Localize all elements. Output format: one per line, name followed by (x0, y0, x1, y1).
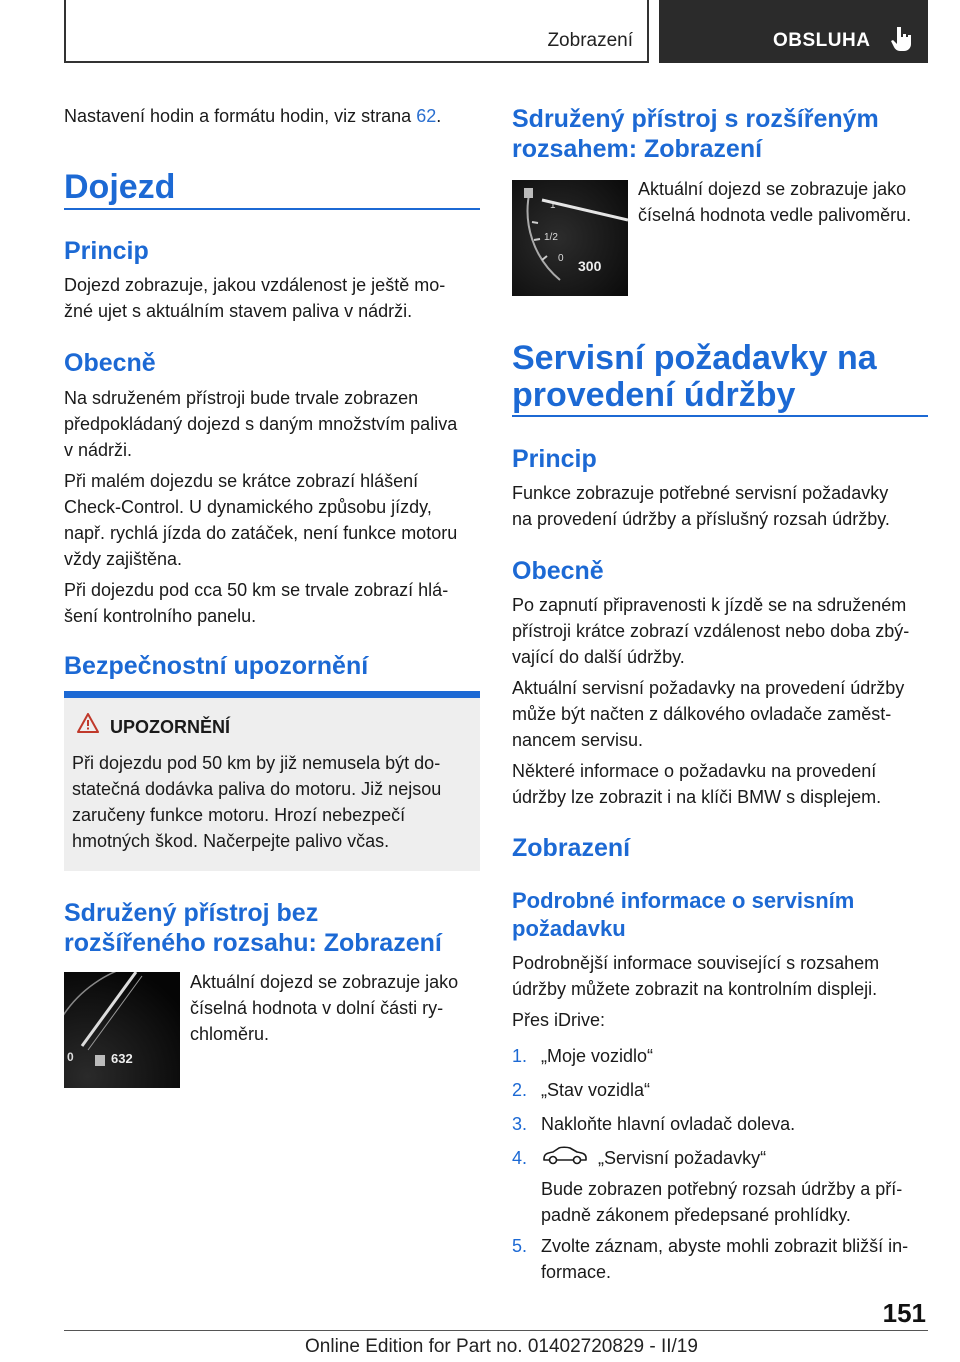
obecne-line-a1: Na sdruženém přístroji bude trvale zobrazen (64, 388, 419, 408)
obecne-line-b4: vždy zajištěna. (64, 549, 183, 569)
intro-end: . (436, 106, 442, 126)
heading-detail-2: požadavku (512, 916, 626, 941)
warning-line-4: hmotných škod. Načerpejte palivo včas. (72, 831, 390, 851)
step-subtext: padně zákonem předepsané prohlídky. (541, 1205, 851, 1225)
service-obecne-line-b3: nancem servisu. (512, 730, 644, 750)
obecne-line-b3: např. rychlá jízda do zatáček, není funkce motoru (64, 523, 458, 543)
obecne-line-b1: Při malém dojezdu se krátce zobrazí hlášení (64, 471, 419, 491)
step-number: 2. (512, 1080, 528, 1100)
gauge-half-label: 1/2 (544, 232, 558, 243)
gauge-range-value: 632 (111, 1051, 133, 1066)
heading-detail-1: Podrobné informace o servisním (512, 888, 855, 913)
cluster-basic-line-3: chloměru. (190, 1024, 270, 1044)
page-title-dojezd: Dojezd (64, 168, 176, 206)
header-section-title: Zobrazení (547, 30, 633, 51)
warning-line-1: Při dojezdu pod 50 km by již nemusela být do‐ (72, 753, 441, 773)
header-chapter-tab (659, 0, 928, 63)
footer-edition: Online Edition for Part no. 01402720829 - II/19 (305, 1336, 698, 1357)
page-title-service-2: provedení údržby (512, 376, 796, 414)
speedometer-range-image (64, 972, 180, 1088)
detail-line-2: údržby můžete zobrazit na kontrolním displeji. (512, 979, 878, 999)
service-obecne-line-c1: Některé informace o požadavku na provedení (512, 761, 877, 781)
heading-obecne: Obecně (64, 349, 156, 377)
step-subtext: formace. (541, 1262, 612, 1282)
gauge-zero-label: 0 (67, 1050, 74, 1064)
warning-triangle-icon (77, 713, 99, 733)
service-obecne-line-a2: přístroji krátce zobrazí vzdálenost nebo doba zbý‐ (512, 621, 910, 641)
intro-text: Nastavení hodin a formátu hodin, viz strana (64, 106, 417, 126)
header-chapter-title: OBSLUHA (773, 30, 871, 51)
speedometer-graphic (64, 972, 180, 1088)
step-text: Nakloňte hlavní ovladač doleva. (541, 1114, 796, 1134)
title-rule (64, 208, 480, 210)
warning-title: UPOZORNĚNÍ (110, 717, 231, 737)
page-link[interactable]: 62 (416, 106, 437, 126)
obecne-line-c2: šení kontrolního panelu. (64, 606, 257, 626)
step-text: Zvolte záznam, abyste mohli zobrazit bližší in‐ (541, 1236, 909, 1256)
service-obecne-line-b1: Aktuální servisní požadavky na provedení údržby (512, 678, 905, 698)
heading-cluster-basic-1: Sdružený přístroj bez (64, 899, 319, 927)
service-obecne-line-c2: údržby lze zobrazit i na klíči BMW s displejem. (512, 787, 882, 807)
heading-cluster-basic-2: rozšířeného rozsahu: Zobrazení (64, 929, 442, 957)
cluster-basic-line-2: číselná hodnota v dolní části ry‐ (190, 998, 444, 1018)
service-princip-line-2: na provedení údržby a příslušný rozsah údržby. (512, 509, 890, 529)
detail-line-1: Podrobnější informace související s rozsahem (512, 953, 880, 973)
footer-rule (64, 1330, 928, 1331)
obecne-line-a2: předpokládaný dojezd s daným množstvím paliva (64, 414, 458, 434)
princip-line-2: žné ujet s aktuálním stavem paliva v nádrži. (64, 301, 413, 321)
heading-cluster-ext-1: Sdružený přístroj s rozšířeným (512, 105, 879, 133)
step-number: 3. (512, 1114, 528, 1134)
title-rule (512, 415, 928, 417)
step-text: „Moje vozidlo“ (541, 1046, 654, 1066)
header-section-tab (64, 0, 649, 63)
intro-paragraph (64, 103, 441, 129)
heading-safety: Bezpečnostní upozornění (64, 652, 369, 680)
gauge-full-label: 1 (550, 200, 556, 211)
cluster-ext-line-1: Aktuální dojezd se zobrazuje jako (638, 179, 907, 199)
heading-princip: Princip (64, 237, 149, 265)
car-icon (541, 1143, 589, 1167)
obecne-line-b2: Check-Control. U dynamického způsobu jízdy, (64, 497, 432, 517)
service-obecne-line-b2: může být načten z dálkového ovladače zaměst‐ (512, 704, 892, 724)
heading-cluster-ext-2: rozsahem: Zobrazení (512, 135, 763, 163)
obecne-line-c1: Při dojezdu pod cca 50 km se trvale zobrazí hlá‐ (64, 580, 449, 600)
cluster-ext-line-2: číselná hodnota vedle palivoměru. (638, 205, 912, 225)
heading-obecne-service: Obecně (512, 557, 604, 585)
fuel-gauge-range-image (512, 180, 628, 296)
heading-zobrazeni: Zobrazení (512, 834, 631, 862)
page-number: 151 (882, 1298, 926, 1328)
warning-line-3: zaručeny funkce motoru. Hrozí nebezpečí (72, 805, 406, 825)
step-subtext: Bude zobrazen potřebný rozsah údržby a pří‐ (541, 1179, 903, 1199)
gauge-range-value: 300 (578, 258, 602, 274)
princip-line-1: Dojezd zobrazuje, jakou vzdálenost je ještě mo‐ (64, 275, 446, 295)
obecne-line-a3: v nádrži. (64, 440, 133, 460)
gauge-empty-label: 0 (558, 253, 564, 264)
heading-princip-service: Princip (512, 445, 597, 473)
page-title-service-1: Servisní požadavky na (512, 339, 877, 377)
cluster-basic-line-1: Aktuální dojezd se zobrazuje jako (190, 972, 459, 992)
step-number: 1. (512, 1046, 528, 1066)
step-number: 5. (512, 1236, 528, 1256)
step-text: „Stav vozidla“ (541, 1080, 651, 1100)
service-princip-line-1: Funkce zobrazuje potřebné servisní požadavky (512, 483, 889, 503)
step-text: „Servisní požadavky“ (598, 1148, 767, 1168)
step-number: 4. (512, 1148, 528, 1168)
hand-pointer-icon (891, 26, 913, 52)
fuel-gauge-graphic (512, 180, 628, 296)
idrive-line: Přes iDrive: (512, 1010, 606, 1030)
warning-line-2: statečná dodávka paliva do motoru. Již nejsou (72, 779, 442, 799)
service-obecne-line-a3: vající do další údržby. (512, 647, 685, 667)
service-obecne-line-a1: Po zapnutí připravenosti k jízdě se na sdruženém (512, 595, 907, 615)
